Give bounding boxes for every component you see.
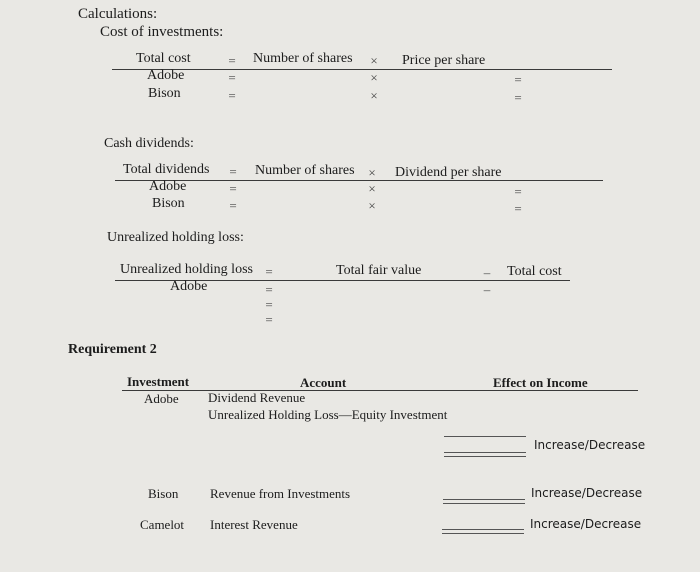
req2-bison-investment: Bison bbox=[148, 486, 179, 501]
loss-cost-adobe-input[interactable] bbox=[500, 282, 570, 296]
cost-price-adobe-input[interactable] bbox=[390, 70, 500, 84]
div-pershare-adobe-input[interactable] bbox=[388, 181, 500, 195]
req2-col-effect: Effect on Income bbox=[493, 375, 588, 390]
req2-camelot-answer-line[interactable] bbox=[442, 529, 524, 534]
req2-bison-answer-line[interactable] bbox=[443, 499, 525, 504]
div-shares-bison-input[interactable] bbox=[250, 198, 358, 212]
req2-camelot-effect[interactable]: Increase/Decrease bbox=[530, 517, 642, 531]
cost-eq-header: = bbox=[228, 53, 236, 68]
loss-eq-adobe: = bbox=[265, 282, 273, 297]
req2-camelot-investment: Camelot bbox=[140, 517, 185, 532]
cost-col-price: Price per share bbox=[402, 53, 486, 68]
cost-times-adobe: × bbox=[370, 70, 378, 85]
cost-price-bison-input[interactable] bbox=[390, 88, 500, 102]
div-eq-header: = bbox=[229, 164, 237, 179]
req2-col-account: Account bbox=[300, 375, 347, 390]
req2-col-investment: Investment bbox=[127, 374, 190, 389]
loss-eq-extra-1: = bbox=[265, 297, 273, 312]
cost-row-bison: Bison bbox=[148, 86, 181, 101]
loss-minus-adobe: – bbox=[483, 282, 491, 297]
div-subheading: Cash dividends: bbox=[104, 136, 194, 151]
loss-minus-header: – bbox=[483, 265, 491, 280]
div-pershare-bison-input[interactable] bbox=[388, 198, 500, 212]
cost-col-shares: Number of shares bbox=[253, 51, 353, 66]
cost-eq-adobe-result: = bbox=[514, 72, 522, 87]
req2-adobe-account-1: Dividend Revenue bbox=[208, 390, 306, 405]
cost-eq-adobe: = bbox=[228, 70, 236, 85]
cost-total-bison-input[interactable] bbox=[530, 88, 610, 102]
cost-eq-bison-result: = bbox=[514, 90, 522, 105]
div-col-total: Total dividends bbox=[123, 162, 210, 177]
cost-subheading: Cost of investments: bbox=[100, 24, 224, 40]
req2-bison-account: Revenue from Investments bbox=[210, 486, 351, 501]
div-times-header: × bbox=[368, 165, 376, 180]
requirement-2-heading: Requirement 2 bbox=[68, 342, 157, 357]
div-total-adobe-input[interactable] bbox=[530, 181, 602, 195]
loss-col-fairvalue: Total fair value bbox=[336, 263, 422, 278]
req2-adobe-account-2: Unrealized Holding Loss—Equity Investment bbox=[208, 407, 448, 422]
cost-row-adobe: Adobe bbox=[147, 68, 185, 83]
cost-eq-bison: = bbox=[228, 88, 236, 103]
cost-shares-adobe-input[interactable] bbox=[248, 70, 358, 84]
div-col-shares: Number of shares bbox=[255, 163, 355, 178]
div-shares-adobe-input[interactable] bbox=[250, 181, 358, 195]
div-eq-bison: = bbox=[229, 198, 237, 213]
loss-eq-extra-2: = bbox=[265, 312, 273, 327]
cost-times-header: × bbox=[370, 53, 378, 68]
loss-fairvalue-adobe-input[interactable] bbox=[290, 282, 470, 296]
div-times-adobe: × bbox=[368, 181, 376, 196]
req2-bison-effect[interactable]: Increase/Decrease bbox=[531, 486, 643, 500]
req2-header-rule bbox=[122, 390, 638, 391]
req2-adobe-investment: Adobe bbox=[144, 391, 179, 406]
req2-adobe-effect[interactable]: Increase/Decrease bbox=[534, 438, 646, 452]
req2-adobe-answer-line-1[interactable] bbox=[444, 436, 526, 437]
div-eq-adobe-result: = bbox=[514, 184, 522, 199]
loss-row-adobe: Adobe bbox=[170, 279, 208, 294]
loss-extra-1-input[interactable] bbox=[290, 297, 470, 311]
loss-col-total: Unrealized holding loss bbox=[120, 262, 253, 277]
calculations-heading: Calculations: bbox=[78, 6, 158, 22]
div-row-adobe: Adobe bbox=[149, 179, 187, 194]
div-total-bison-input[interactable] bbox=[530, 198, 602, 212]
cost-times-bison: × bbox=[370, 88, 378, 103]
div-eq-adobe: = bbox=[229, 181, 237, 196]
div-col-perhare: Dividend per share bbox=[395, 165, 502, 180]
cost-col-total: Total cost bbox=[136, 51, 191, 66]
loss-eq-header: = bbox=[265, 264, 273, 279]
req2-adobe-answer-line-2[interactable] bbox=[444, 452, 526, 457]
div-times-bison: × bbox=[368, 198, 376, 213]
loss-col-cost: Total cost bbox=[507, 264, 562, 279]
div-eq-bison-result: = bbox=[514, 201, 522, 216]
loss-extra-2-input[interactable] bbox=[290, 312, 470, 326]
loss-subheading: Unrealized holding loss: bbox=[107, 230, 244, 245]
cost-total-adobe-input[interactable] bbox=[530, 70, 610, 84]
cost-shares-bison-input[interactable] bbox=[248, 88, 358, 102]
div-row-bison: Bison bbox=[152, 196, 185, 211]
req2-camelot-account: Interest Revenue bbox=[210, 517, 298, 532]
